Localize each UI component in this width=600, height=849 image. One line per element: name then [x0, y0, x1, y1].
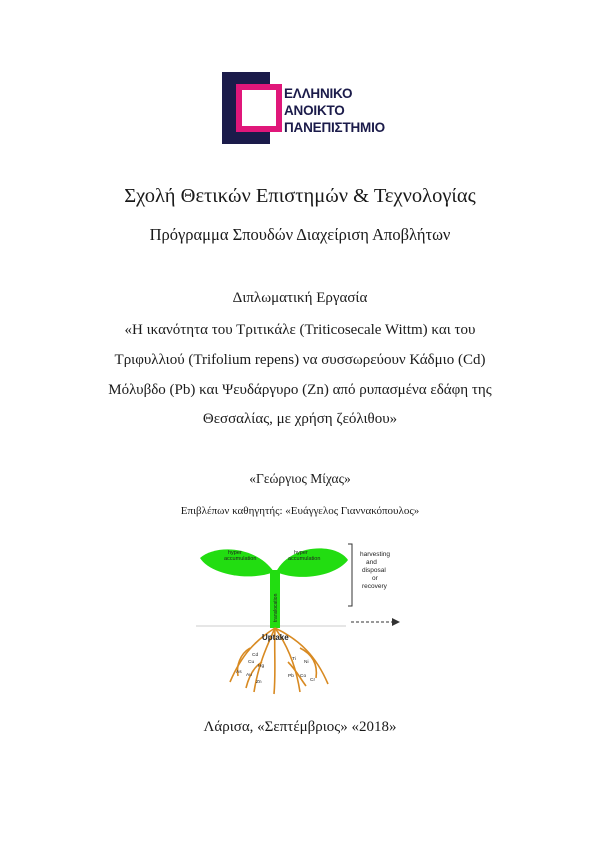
element-label: As	[236, 670, 242, 675]
element-label: Hg	[258, 664, 265, 669]
supervisor-line: Επιβλέπων καθηγητής: «Ευάγγελος Γιαννακόπουλος»	[180, 505, 420, 517]
side-label-4: or	[372, 575, 378, 582]
left-leaf-label-2: accumulation	[224, 556, 257, 562]
element-label: Cu	[248, 660, 255, 665]
element-label: Ni	[304, 660, 309, 665]
harvest-bracket	[348, 544, 352, 606]
right-leaf	[276, 548, 348, 577]
thesis-title-line: «Η ικανότητα του Τριτικάλε (Triticosecale Wittm) και του	[124, 322, 476, 338]
element-label: Au	[246, 673, 252, 678]
program-name: Πρόγραμμα Σπουδών Διαχείριση Αποβλήτων	[149, 225, 451, 244]
element-label: Zn	[256, 680, 262, 685]
right-leaf-label-2: accumulation	[288, 556, 321, 562]
logo-mark-icon	[222, 72, 282, 144]
thesis-title-line: Τριφυλλιού (Trifolium repens) να συσσωρεύουν Κάδμιο (Cd)	[114, 352, 486, 368]
uptake-label: Uptake	[262, 633, 289, 642]
side-label-5: recovery	[362, 583, 387, 590]
element-label: Cr	[310, 678, 316, 683]
thesis-title-line: Θεσσαλίας, με χρήση ζεόλιθου»	[202, 411, 398, 427]
school-name: Σχολή Θετικών Επιστημών & Τεχνολογίας	[124, 185, 476, 207]
thesis-label: Διπλωματική Εργασία	[232, 290, 368, 306]
logo-text-line3: ΠΑΝΕΠΙΣΤΗΜΙΟ	[284, 120, 385, 135]
right-leaf-label-1: hyper	[294, 550, 308, 556]
side-label-3: disposal	[362, 567, 386, 574]
left-leaf-label-1: hyper	[228, 550, 242, 556]
university-logo	[222, 72, 402, 144]
side-label-1: harvesting	[360, 551, 390, 558]
element-label: Ti	[292, 657, 296, 662]
arrow-head-icon	[392, 618, 400, 626]
logo-text-line2: ΑΝΟΙΚΤΟ	[284, 103, 345, 118]
footer-place-date: Λάρισα, «Σεπτέμβριος» «2018»	[203, 719, 397, 735]
stem-label: translocation	[273, 593, 279, 622]
element-label: Pb	[288, 674, 294, 679]
logo-text-line1: ΕΛΛΗΝΙΚΟ	[284, 86, 353, 101]
phytoremediation-figure	[196, 536, 404, 696]
author-name: «Γεώργιος Μίχας»	[249, 471, 351, 486]
element-label: Cd	[252, 653, 259, 658]
element-label: Co	[300, 674, 307, 679]
side-label-2: and	[366, 559, 377, 566]
thesis-title-line: Μόλυβδο (Pb) και Ψευδάργυρο (Zn) από ρυπασμένα εδάφη της	[108, 382, 492, 398]
